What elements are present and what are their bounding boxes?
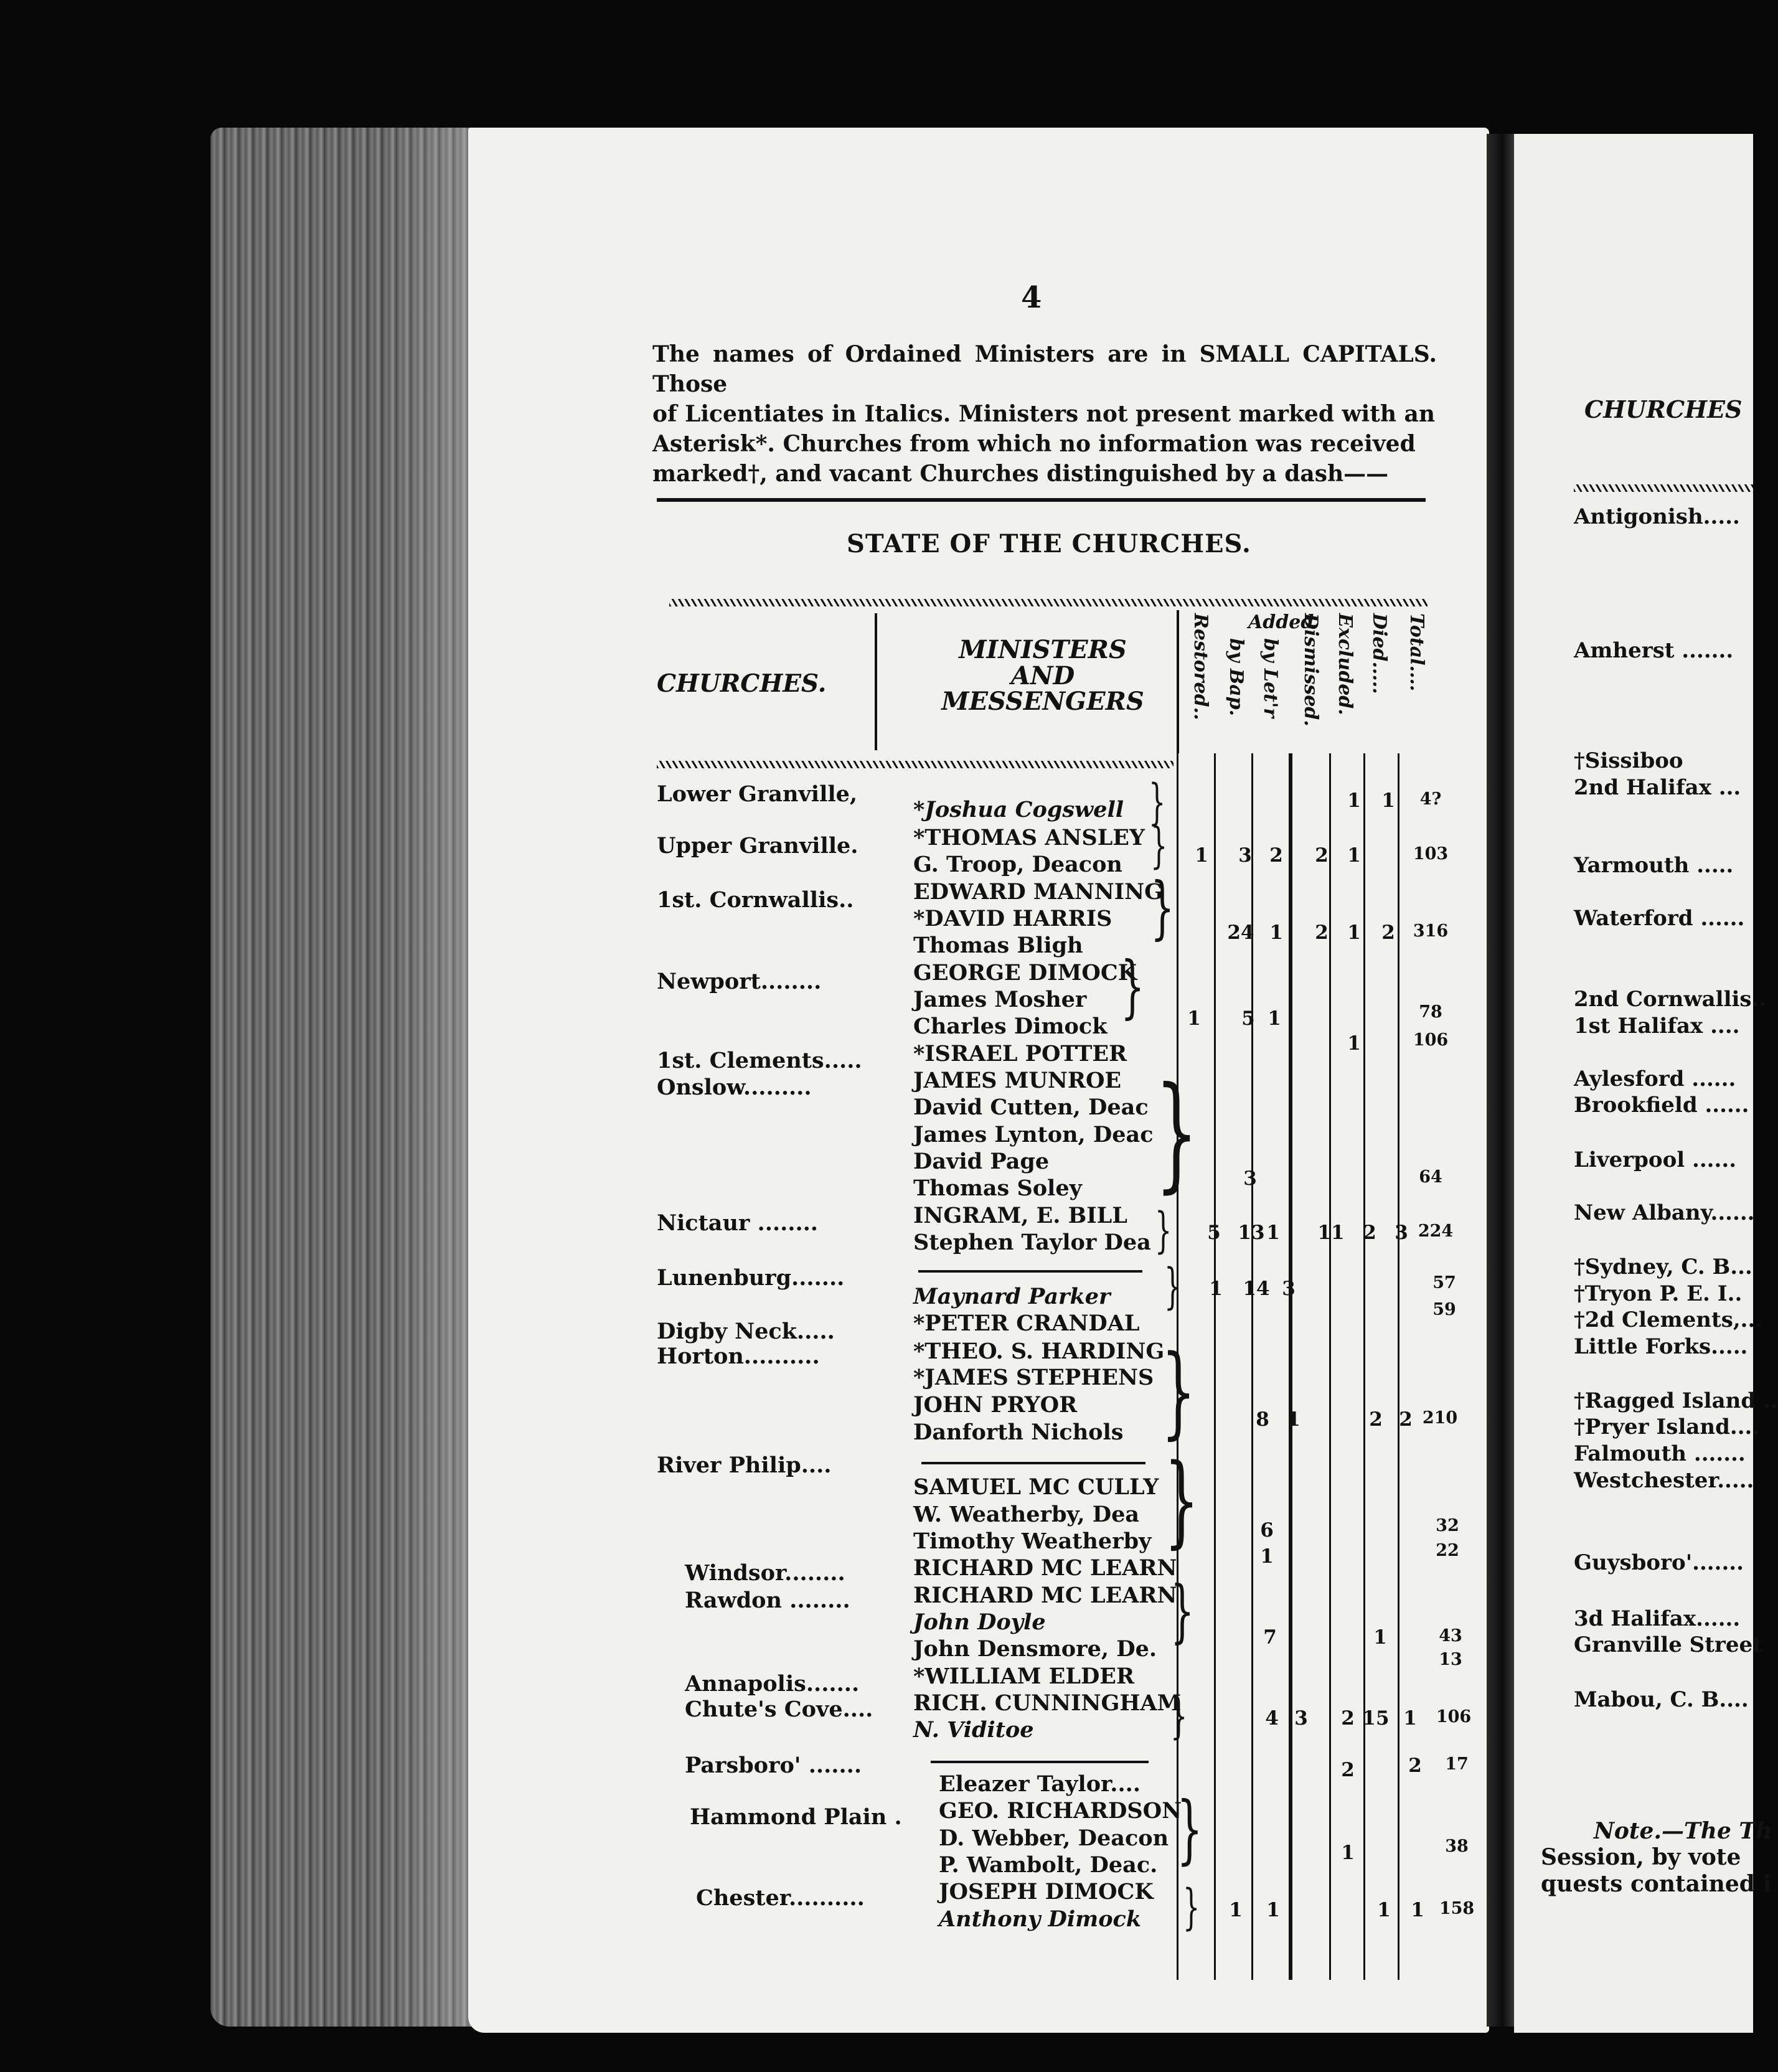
total-value: 103 — [1413, 844, 1449, 864]
minister-name: JOSEPH DIMOCK — [939, 1879, 1154, 1905]
right-church-name: Mabou, C. B.... — [1574, 1687, 1749, 1712]
brace: } — [1183, 1880, 1200, 1936]
church-name: Lunenburg....... — [657, 1265, 845, 1291]
minister-name: INGRAM, E. BILL — [913, 1203, 1127, 1228]
right-church-name: Granville Street — [1574, 1632, 1762, 1657]
legend-line: marked†, and vacant Churches distinguished by a dash—— — [652, 461, 1389, 487]
brace: } — [1164, 1442, 1199, 1558]
vacancy-dash — [931, 1761, 1149, 1763]
book-gutter — [1487, 134, 1515, 2027]
header-ministers-and: AND — [1010, 661, 1075, 690]
total-value: 224 — [1418, 1222, 1454, 1241]
died-value: 2 — [1381, 921, 1395, 944]
minister-name: GEORGE DIMOCK — [913, 960, 1137, 986]
minister-name: John Densmore, De. — [913, 1636, 1157, 1662]
died-value: 3 — [1395, 1222, 1408, 1244]
column-rule — [1214, 753, 1216, 1980]
minister-name: James Mosher — [913, 987, 1087, 1012]
by-bap-value: 24 — [1227, 921, 1254, 944]
col-head-by-letter: by Let'r — [1259, 638, 1281, 718]
church-name: Chester.......... — [696, 1885, 865, 1911]
excluded-value: 2 — [1341, 1759, 1355, 1781]
table-title: STATE OF THE CHURCHES. — [847, 529, 1251, 558]
church-name: Onslow......... — [657, 1075, 812, 1100]
right-church-name: 2nd Halifax ... — [1574, 775, 1741, 800]
excluded-value: 2 — [1369, 1408, 1383, 1431]
church-name: Hammond Plain . — [690, 1804, 902, 1830]
brace: } — [1149, 775, 1166, 831]
minister-name: Charles Dimock — [913, 1014, 1108, 1039]
right-page-heading: CHURCHES — [1584, 395, 1743, 423]
vacancy-dash — [918, 1270, 1142, 1273]
header-churches: CHURCHES. — [657, 669, 827, 698]
right-ornamental-rule — [1574, 484, 1753, 492]
total-value: 64 — [1419, 1167, 1442, 1187]
excluded-value: 1 — [1373, 1626, 1387, 1649]
dismissed-value: 11 — [1317, 1222, 1345, 1244]
church-name: Lower Granville, — [657, 781, 858, 807]
right-church-name: Yarmouth ..... — [1574, 853, 1734, 878]
total-value: 59 — [1432, 1300, 1456, 1319]
right-church-name: Little Forks..... — [1574, 1334, 1748, 1359]
brace: } — [1155, 1203, 1172, 1259]
minister-name: Maynard Parker — [913, 1284, 1111, 1309]
minister-name: P. Wambolt, Deac. — [939, 1852, 1158, 1878]
excluded-value: 1 — [1341, 1842, 1355, 1864]
brace: } — [1164, 1259, 1182, 1315]
right-church-name: Falmouth ....... — [1574, 1441, 1746, 1466]
minister-name: JOHN PRYOR — [913, 1392, 1078, 1418]
minister-name: Danforth Nichols — [913, 1420, 1124, 1445]
excluded-value: 1 — [1347, 921, 1361, 944]
brace: } — [1150, 818, 1168, 874]
right-note-line: Note.—The Th — [1594, 1818, 1772, 1844]
church-name: Annapolis....... — [685, 1671, 860, 1697]
total-value: 43 — [1439, 1626, 1462, 1646]
excluded-value: 15 — [1362, 1707, 1390, 1730]
died-value: 1 — [1403, 1707, 1417, 1730]
excluded-value: 2 — [1363, 1222, 1376, 1244]
dismissed-value: 2 — [1341, 1707, 1355, 1730]
church-name: Nictaur ........ — [657, 1210, 818, 1236]
total-value: 32 — [1436, 1516, 1459, 1535]
right-church-name: 1st Halifax .... — [1574, 1014, 1740, 1038]
excluded-value: 1 — [1347, 789, 1361, 812]
total-value: 106 — [1436, 1707, 1472, 1726]
minister-name: David Cutten, Deac — [913, 1095, 1149, 1120]
by-bap-value: 1 — [1266, 1899, 1280, 1921]
right-church-name: Guysboro'....... — [1574, 1550, 1744, 1575]
header-ministers: MINISTERS — [959, 635, 1127, 664]
church-name: 1st. Clements..... — [657, 1048, 862, 1073]
by-letter-value: 3 — [1282, 1278, 1296, 1300]
church-name: Parsboro' ....... — [685, 1753, 862, 1778]
by-bap-value: 8 — [1256, 1408, 1269, 1431]
total-value: 78 — [1419, 1002, 1442, 1022]
legend-note — [652, 339, 1437, 489]
legend-line: of Licentiates in Italics. Ministers not present marked with an — [652, 401, 1436, 427]
restored-value: 1 — [1209, 1278, 1223, 1300]
minister-name: *ISRAEL POTTER — [913, 1041, 1127, 1067]
total-value: 106 — [1413, 1030, 1449, 1050]
page-number: 4 — [1021, 280, 1042, 315]
col-head-dismissed: Dismissed. — [1300, 613, 1322, 727]
minister-name: *WILLIAM ELDER — [913, 1664, 1135, 1689]
right-church-name: Aylesford ...... — [1574, 1067, 1736, 1091]
brace: } — [1150, 867, 1175, 947]
legend-line: The names of Ordained Ministers are in SMALL CAPITALS. Those — [652, 341, 1437, 397]
legend-line: Asterisk*. Churches from which no information was received — [652, 431, 1416, 457]
col-head-died: Died..... — [1368, 613, 1390, 694]
minister-name: Thomas Bligh — [913, 933, 1083, 958]
by-letter-value: 3 — [1294, 1707, 1308, 1730]
vacancy-dash — [921, 1462, 1145, 1464]
right-church-name: New Albany...... — [1574, 1200, 1755, 1225]
ornamental-rule-top — [669, 599, 1428, 606]
col-head-restored: Restored.. — [1190, 613, 1211, 720]
minister-name: John Doyle — [913, 1609, 1046, 1635]
brace: } — [1155, 1060, 1198, 1205]
right-church-name: Westchester..... — [1574, 1468, 1754, 1493]
church-name: Chute's Cove.... — [685, 1697, 873, 1722]
minister-name: Timothy Weatherby — [913, 1528, 1152, 1554]
minister-name: RICHARD MC LEARN — [913, 1583, 1177, 1608]
minister-name: Anthony Dimock — [939, 1906, 1142, 1932]
minister-name: W. Weatherby, Dea — [913, 1502, 1140, 1527]
right-church-name: 3d Halifax...... — [1574, 1606, 1741, 1631]
minister-name: GEO. RICHARDSON — [939, 1798, 1182, 1824]
died-value: 1 — [1411, 1899, 1424, 1921]
minister-name: David Page — [913, 1149, 1050, 1174]
minister-name: *JAMES STEPHENS — [913, 1365, 1154, 1390]
minister-name: *Joshua Cogswell — [913, 797, 1124, 822]
church-name: Rawdon ........ — [685, 1588, 850, 1613]
minister-name: James Lynton, Deac — [913, 1122, 1154, 1147]
by-letter-value: 1 — [1269, 921, 1283, 944]
right-church-name: †Ragged Island .. — [1574, 1388, 1778, 1413]
dismissed-value: 2 — [1315, 844, 1329, 867]
right-church-name: †Tryon P. E. I.. — [1574, 1281, 1743, 1306]
by-bap-value: 4 — [1265, 1707, 1279, 1730]
died-value: 1 — [1381, 789, 1395, 812]
minister-name: Stephen Taylor Dea — [913, 1230, 1151, 1255]
total-value: 158 — [1439, 1899, 1475, 1918]
by-letter-value: 1 — [1287, 1408, 1301, 1431]
by-bap-value: 13 — [1238, 1222, 1265, 1244]
church-name: Upper Granville. — [657, 833, 858, 859]
brace: } — [1170, 1688, 1188, 1745]
church-name: Windsor........ — [685, 1560, 845, 1586]
col-head-excluded: Excluded. — [1334, 613, 1356, 715]
total-value: 22 — [1436, 1541, 1459, 1560]
dismissed-value: 2 — [1315, 921, 1329, 944]
restored-value: 1 — [1229, 1899, 1243, 1921]
excluded-value: 1 — [1347, 844, 1361, 867]
died-value: 2 — [1408, 1754, 1422, 1777]
heading-rule — [657, 498, 1426, 502]
by-bap-value: 7 — [1263, 1626, 1277, 1649]
minister-name: EDWARD MANNING — [913, 879, 1164, 905]
total-value: 13 — [1439, 1650, 1462, 1669]
total-value: 57 — [1432, 1273, 1456, 1293]
by-letter-value: 1 — [1266, 1222, 1280, 1244]
minister-name: N. Viditoe — [913, 1717, 1034, 1743]
excluded-value: 1 — [1347, 1032, 1361, 1055]
minister-name: D. Webber, Deacon — [939, 1825, 1169, 1851]
by-bap-value: 14 — [1243, 1278, 1270, 1300]
header-messengers: MESSENGERS — [941, 687, 1144, 716]
ornamental-rule-bottom — [657, 761, 1174, 768]
col-head-total: Total.... — [1406, 613, 1428, 692]
died-value: 2 — [1399, 1408, 1413, 1431]
total-value: 316 — [1413, 921, 1449, 941]
right-church-name: †2d Clements,... — [1574, 1307, 1763, 1332]
right-church-name: Brookfield ...... — [1574, 1093, 1749, 1118]
right-church-name: Waterford ...... — [1574, 906, 1745, 931]
right-note-line: Session, by vote — [1541, 1844, 1741, 1870]
by-bap-value: 3 — [1243, 1167, 1257, 1190]
minister-name: RICHARD MC LEARN — [913, 1555, 1177, 1581]
header-divider — [875, 613, 877, 750]
minister-name: *THEO. S. HARDING — [913, 1339, 1165, 1364]
minister-name: RICH. CUNNINGHAM — [913, 1690, 1182, 1716]
church-name: River Philip.... — [657, 1453, 832, 1478]
minister-name: Eleazer Taylor.... — [939, 1771, 1141, 1797]
col-head-added: Added — [1248, 611, 1314, 633]
right-church-name: Amherst ....... — [1574, 638, 1734, 663]
brace: } — [1170, 1571, 1195, 1651]
brace: } — [1161, 1333, 1196, 1449]
brace: } — [1121, 946, 1145, 1026]
minister-name: SAMUEL MC CULLY — [913, 1474, 1159, 1500]
restored-value: 1 — [1187, 1007, 1201, 1030]
right-church-name: †Sydney, C. B... — [1574, 1255, 1752, 1279]
by-letter-value: 1 — [1268, 1007, 1281, 1030]
col-head-by-bap: by Bap. — [1225, 638, 1247, 717]
minister-name: *PETER CRANDAL — [913, 1311, 1140, 1336]
minister-name: JAMES MUNROE — [913, 1068, 1122, 1093]
right-church-name: 2nd Cornwallis.. — [1574, 987, 1767, 1012]
minister-name: *DAVID HARRIS — [913, 906, 1112, 931]
by-bap-value: 5 — [1241, 1007, 1255, 1030]
by-bap-value: 3 — [1238, 844, 1252, 867]
right-church-name: Antigonish..... — [1574, 504, 1740, 529]
book-page-edges — [210, 128, 484, 2027]
right-church-name: Liverpool ...... — [1574, 1147, 1737, 1172]
total-value: 210 — [1422, 1408, 1458, 1428]
by-bap-value: 1 — [1260, 1545, 1274, 1568]
total-value: 4? — [1419, 789, 1442, 809]
church-name: 1st. Cornwallis.. — [657, 887, 854, 913]
by-bap-value: 6 — [1260, 1519, 1274, 1542]
by-letter-value: 2 — [1269, 844, 1283, 867]
right-church-name: †Pryer Island.... — [1574, 1415, 1760, 1439]
restored-value: 1 — [1195, 844, 1208, 867]
church-name: Digby Neck..... — [657, 1319, 835, 1344]
right-note-line: quests contained i — [1541, 1871, 1772, 1897]
excluded-value: 1 — [1377, 1899, 1391, 1921]
brace: } — [1177, 1786, 1203, 1873]
header-divider-figures — [1177, 610, 1179, 753]
church-name: Horton.......... — [657, 1344, 820, 1369]
right-church-name: †Sissiboo — [1574, 748, 1683, 773]
total-value: 17 — [1445, 1754, 1469, 1774]
minister-name: G. Troop, Deacon — [913, 852, 1122, 877]
restored-value: 5 — [1207, 1222, 1221, 1244]
minister-name: *THOMAS ANSLEY — [913, 825, 1145, 850]
minister-name: Thomas Soley — [913, 1175, 1082, 1201]
total-value: 38 — [1445, 1837, 1469, 1856]
church-name: Newport........ — [657, 969, 822, 994]
